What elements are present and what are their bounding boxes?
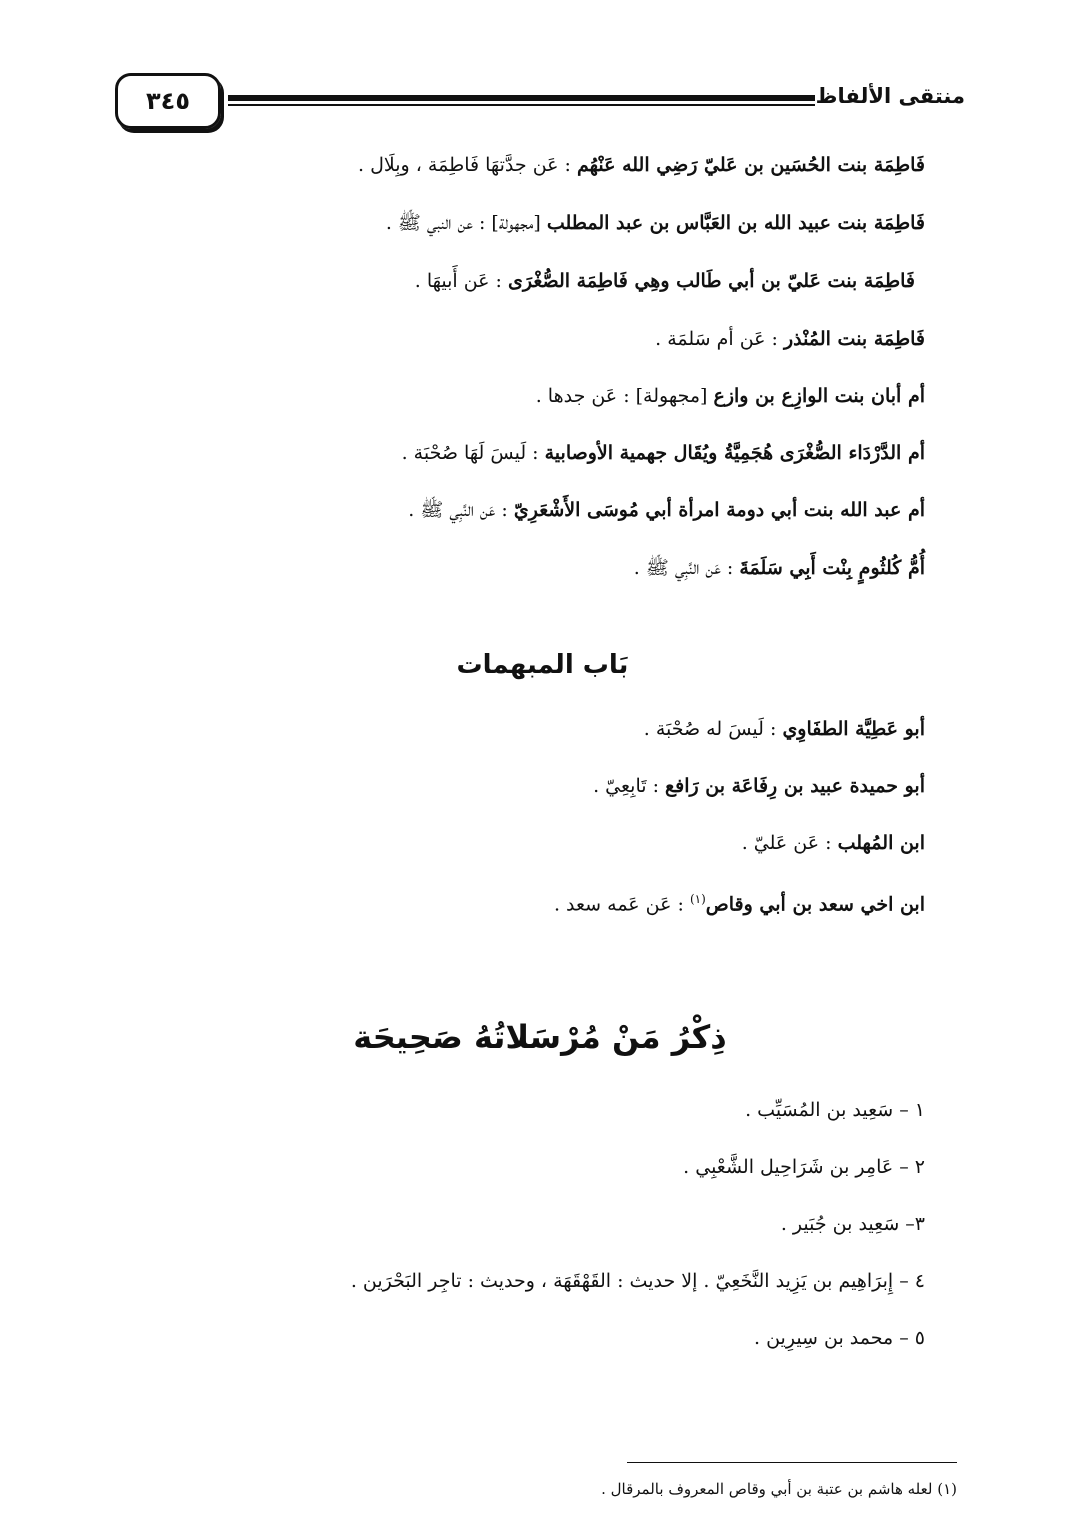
list-item: ابن اخي سعد بن أبي وقاص$^{(١)}$ : عَن عَمه سعد . [553,892,925,916]
footnote-divider [627,1462,957,1463]
list-item: أم أبان بنت الوازِع بن وازع [مجهولة] : عَن جدها . [535,385,925,407]
list-item: فَاطِمَة بنت عبيد الله بن العَبَّاس بن عبد المطلب [مجهولة] : عن النبي ﷺ . [385,212,925,234]
header-rule [228,95,815,105]
book-title: منتقى الألفاظ [815,84,965,108]
list-item: ٣– سَعِيد بن جُبَير . [780,1213,925,1235]
list-item: أم عبد الله بنت أبي دومة امرأة أبي مُوسَى الأَشْعَرِيّ : عَن النَّبِي ﷺ . [408,499,925,521]
list-item: أُمُّ كُلثُومٍ بِنْت أَبِي سَلَمَةَ : عَن النَّبِي ﷺ . [633,557,925,579]
section-heading-mubhamat: بَاب المبهمات [456,650,629,680]
list-item: فَاطِمَة بنت الحُسَين بن عَليّ رَضِي الله عَنْهُم : عَن جدَّتهَا فَاطِمَة ، وبِلَال . [358,154,925,176]
list-item: ٤ – إِبرَاهِيم بن يَزِيد النَّخَعِيّ . إلا حديث : القَهْقَهَة ، وحديث : تاجِر البَحْرَين . [350,1270,925,1292]
footnote-reference: (١) [689,892,706,906]
section-heading-mursalat: ذِكْرُ مَنْ مُرْسَلاتُهُ صَحِيحَة [353,1018,727,1056]
list-item: فَاطِمَة بنت عَليّ بن أبي طَالب وهِي فَاطِمَة الصُّغْرَى : عَن أَبيهَا . [414,270,915,292]
list-item: أبو حميدة عبيد بن رِفَاعَة بن رَافع : تَابِعِيّ . [593,775,925,797]
page-header [110,70,965,130]
list-item: ١ – سَعِيد بن المُسَيِّب . [745,1099,925,1121]
list-item: ابن المُهلب : عَن عَليّ . [741,832,925,854]
page-number: ٣٤٥ [115,73,221,129]
list-item: أبو عَطِيَّة الطفَاوِي : لَيسَ له صُحْبَة . [643,718,925,740]
list-item: ٥ – محمد بن سِيرِين . [754,1327,925,1349]
list-item: فَاطِمَة بنت المُنْذر : عَن أم سَلمَة . [655,328,925,350]
list-item: أم الدَّرْدَاء الصُّغْرَى هُجَمِيَّةُ ويُقَال جهمية الأوصابية : لَيسَ لَهَا صُحْبَة . [401,442,925,464]
list-item: ٢ – عَامِر بن شَرَاحِيل الشَّعْبِي . [683,1156,925,1178]
footnote: (١) لعله هاشم بن عتبة بن أبي وقاص المعروف بالمرقال . [601,1480,957,1498]
